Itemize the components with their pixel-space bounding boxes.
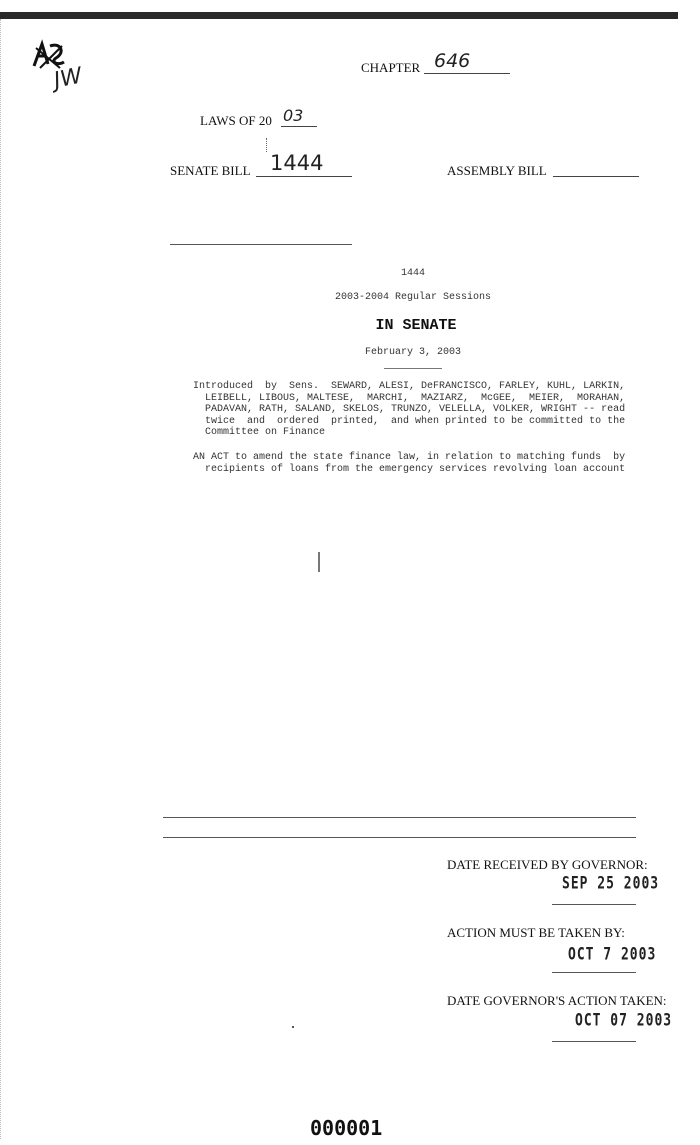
footer-rule-top — [163, 817, 636, 818]
laws-label: LAWS OF 20 — [200, 113, 272, 128]
senate-bill-label: SENATE BILL — [170, 163, 251, 178]
intro-line: twice and ordered printed, and when printed to be committed to the — [205, 415, 626, 427]
intro-line: Committee on Finance — [205, 427, 326, 438]
laws-field — [281, 106, 317, 127]
left-scan-edge — [0, 19, 4, 1139]
top-scan-border — [0, 12, 678, 19]
scan-speck — [266, 138, 268, 152]
chapter-value: 646 — [434, 50, 471, 72]
senate-bill-value: 1444 — [270, 151, 324, 175]
date-received-line — [552, 904, 636, 905]
footer-rule-bottom — [163, 837, 636, 838]
action-deadline-label: ACTION MUST BE TAKEN BY: — [447, 925, 625, 940]
intro-line: LEIBELL, LIBOUS, MALTESE, MARCHI, MAZIARZ, McGEE, MEIER, MORAHAN, — [205, 392, 626, 404]
senate-bill-field — [256, 151, 352, 177]
session-line: 2003-2004 Regular Sessions — [334, 292, 492, 303]
act-description — [193, 452, 625, 475]
scan-speck — [318, 552, 320, 572]
date-received-stamp: SEP 25 2003 — [562, 874, 660, 894]
scan-speck — [292, 1026, 294, 1028]
bill-number: 1444 — [400, 268, 425, 279]
chapter-field — [424, 50, 510, 74]
introduction-text — [193, 381, 625, 439]
house-title: IN SENATE — [375, 317, 457, 334]
signature-line — [170, 244, 352, 245]
action-taken-stamp: OCT 07 2003 — [575, 1011, 673, 1031]
chapter-label: CHAPTER — [361, 60, 421, 75]
introduction-date: February 3, 2003 — [364, 347, 461, 358]
action-deadline-stamp: OCT 7 2003 — [568, 945, 657, 965]
intro-line: Introduced by Sens. SEWARD, ALESI, DeFRANCISCO, FARLEY, KUHL, LARKIN, — [193, 381, 626, 392]
action-taken-label: DATE GOVERNOR'S ACTION TAKEN: — [447, 993, 667, 1008]
act-line: recipients of loans from the emergency services revolving loan account — [205, 463, 626, 475]
page-number: 000001 — [310, 1116, 383, 1140]
action-deadline-line — [552, 972, 636, 973]
date-received-label: DATE RECEIVED BY GOVERNOR: — [447, 857, 648, 872]
handwritten-initials: JW — [51, 63, 85, 94]
assembly-bill-field — [553, 160, 639, 177]
action-taken-line — [552, 1041, 636, 1042]
assembly-bill-label: ASSEMBLY BILL — [447, 163, 547, 178]
laws-value: 03 — [283, 106, 304, 125]
act-line: AN ACT to amend the state finance law, in relation to matching funds by — [193, 452, 626, 463]
date-underline — [384, 368, 442, 369]
intro-line: PADAVAN, RATH, SALAND, SKELOS, TRUNZO, VELELLA, VOLKER, WRIGHT -- read — [205, 404, 626, 415]
